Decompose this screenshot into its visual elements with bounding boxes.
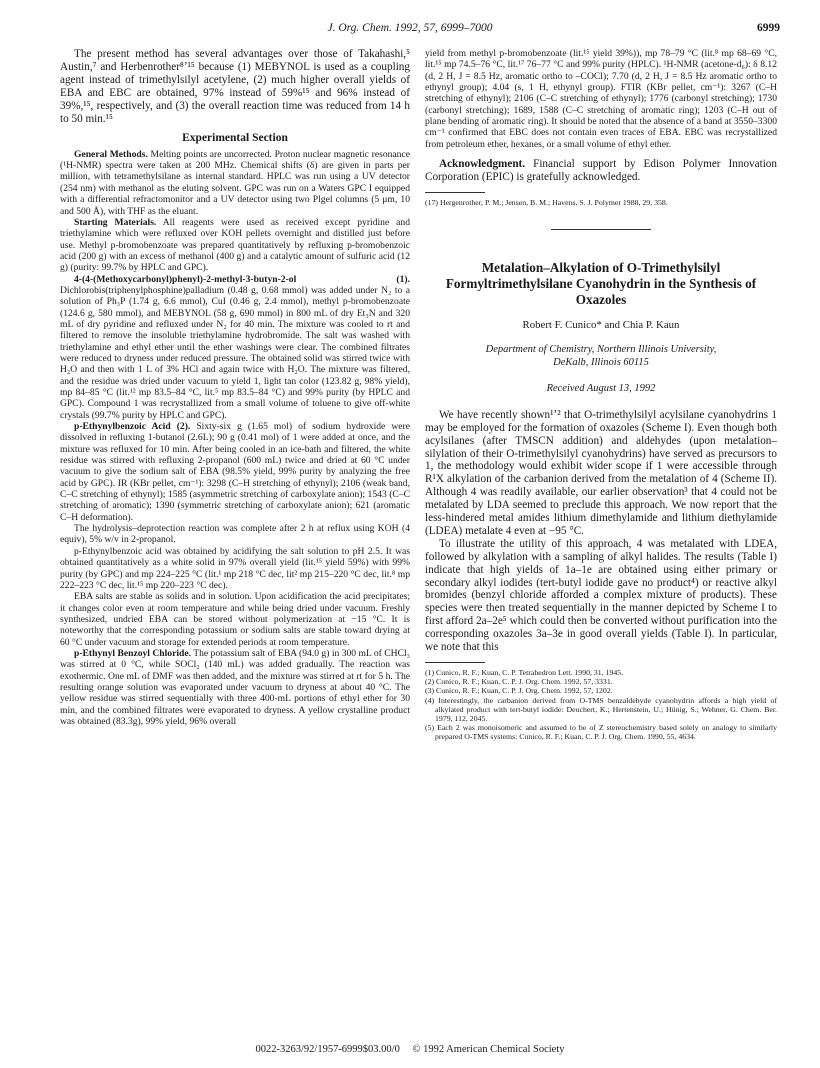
paragraph-text: Melting points are uncorrected. Proton nuclear magnetic resonance (¹H-NMR) spectra were taken at 200 MHz. Chemical shifts (δ) are given in parts per million, with tetramethylsilane as internal standard. HPLC was run using a UV detector (254 nm) with methanol as the eluting solvent. GPC was run on a Waters GPC I equipped with a differential refractomonitor and a UV detector using two Plgel columns (5 μm, 10 and 500 Å), with THF as the eluant. [60,148,410,217]
page-footer [0,1044,820,1055]
footnote: (2) Cunico, R. F.; Kuan, C. P. J. Org. Chem. 1992, 57, 3331. [425,677,613,687]
copyright: © 1992 American Chemical Society [412,1044,565,1055]
page-number: 6999 [757,22,780,34]
footnote-rule [425,662,485,663]
hydrolysis-paragraph: The hydrolysis–deprotection reaction was complete after 2 h at reflux using KOH (4 equiv), 5% w/v in 2-propanol. [60,523,410,546]
running-head [0,22,820,38]
starting-materials-paragraph [60,217,410,274]
footnote-17: (17) Hergenrother, P. M.; Jensen, B. M.; Havens, S. J. Polymer 1988, 29, 358. [425,197,668,207]
article-divider [551,229,651,230]
run-in-head: General Methods. [74,148,148,160]
left-column [60,48,410,727]
general-methods-paragraph [60,149,410,217]
section-heading: Experimental Section [182,132,288,145]
received-date: Received August 13, 1992 [546,383,656,395]
article-title: Metalation–Alkylation of O-Trimethylsilyl Formyltrimethylsilane Cyanohydrin in the Synthesis of Oxazoles [445,260,757,308]
compound-1-paragraph [60,274,410,421]
article-body-paragraph: We have recently shown¹ʼ² that O-trimethylsilyl acylsilane cyanohydrins 1 may be employed for the formation of oxazoles (Scheme I). Even though both acylsilanes (after TMSCN addition) and aldehydes (upon metalation–silylation of their O-trimethylsilyl cyanohydrins) have served as precursors to 1, the methodology would exhibit wider scope if 1 were accessible through R¹X alkylation of the carbanion derived from the metalation of 4 (Scheme II). Although 4 was readily available, our earlier observation³ that 4 could not be metalated by LDA seemed to preclude this approach. We now report that the less-hindered metal amides lithium dimethylamide and lithium diethylamide (LDEA) metalate 4 even at −95 °C. [425,408,777,537]
paragraph-text: Dichlorobis(triphenylphosphine)palladium (0.48 g, 0.68 mmol) was added under N₂ to a solution of Ph₃P (1.74 g, 6.6 mmol), CuI (0.46 g, 2.4 mmol), methyl p-bromobenzoate (124.6 g, 580 mmol), and MEBYNOL (58 g, 690 mmol) in 800 mL of dry Et₃N and 320 mL of dry pyridine and refluxed under N₂ for 40 min. The mixture was cooled to rt and filtered to remove the insoluble triethylamine hydrobromide. The salt was washed with triethylamine and ethyl ether until the ether washings were clear. The combined filtrates were reduced to dryness under reduced pressure. The obtained solid was stirred twice with H₂O and then with 1 L of 3% HCl and again twice with H₂O. The mixture was filtered, and the residue was dried under vacuum to yield 1, light tan color (123.82 g, 98% yield), mp 84–85 °C (lit.¹² mp 83.5–84 °C, lit.⁵ mp 83.5–84 °C) and 99% purity (by HPLC and GPC). Compound 1 was recrystallized from a small volume of toluene to give off-white crystals (99.7% purity by HPLC and GPC). [60,284,410,421]
paragraph-text: Financial support by Edison Polymer Innovation Corporation (EPIC) is gratefully acknowledged. [425,158,777,183]
affiliation [425,343,777,369]
article-body-paragraph: To illustrate the utility of this approach, 4 was metalated with LDEA, followed by alkylation with a sampling of alkyl halides. The results (Table I) indicate that high yields of 1a–1e are obtained using either primary or secondary alkyl iodides (tert-butyl iodide gave no product⁴) or reactive alkyl bromides (benzyl chloride afforded a complex mixture of products). These species were then treated sequentially in the manner depicted by Scheme I to first afford 2a–2e⁵ which could then be converted without purification into the corresponding oxazoles 3a–3e in good overall yields (Table I). In particular, we note that this [425,537,777,654]
paragraph-text: Sixty-six g (1.65 mol) of sodium hydroxide were dissolved in refluxing 1-butanol (2.6L); 90 g (0.41 mol) of 1 were added at once, and the mixture was refluxed for 10 min. After being cooled in an ice-bath and filtered, the white residue was stirred with refluxing 2-propanol (600 mL) twice and dried at 60 °C under vacuum to give the sodium salt of EBA (98.5% yield, 99% purity by analyzing the free acid by GPC). IR (KBr pellet, cm⁻¹): 3298 (C–H stretching of ethynyl); 2106 (weak band, C–C stretching of ethynyl); 1585 (asymmetric stretching of carboxylate anion); 1543 (C–C stretching of aromatic); 1390 (symmetric stretching of carboxylate anion); 621 (aromatic C–H deformation). [60,421,410,523]
intro-paragraph: The present method has several advantages over those of Takahashi,⁵ Austin,⁷ and Herbenrother⁸ʼ¹⁵ because (1) MEBYNOL is used as a coupling agent instead of trimethylsilyl acetylene, (2) much higher overall yields of EBA and EBC are obtained, 97% instead of 59%¹⁵ and 96% instead of 39%,¹⁵, respectively, and (3) the overall reaction time was reduced from 14 h to 50 min.¹⁵ [60,48,410,125]
run-in-head: Starting Materials. [74,216,157,228]
affiliation-line: Department of Chemistry, Northern Illinois University, [485,344,717,356]
benzoyl-chloride-paragraph [60,648,410,727]
footnote: (5) Each 2 was monoisomeric and assumed to be of Z stereochemistry based solely on analogy to similarly prepared O-TMS systems: Cunico, R. F.; Kuan, C. P. J. Org. Chem. 1990, 55, 4634. [425,723,777,742]
eba-salts-paragraph: EBA salts are stable as solids and in solution. Upon acidification the acid precipitates; it changes color even at room temperature and while being dried under vacuum. Freshly synthesized, undried EBA can be stored without polymerization at −15 °C. It is noteworthy that the corresponding potassium or sodium salts are stable toward drying at 60 °C under vacuum and storage for extended periods at room temperature. [60,591,410,648]
run-in-head: 4-(4-(Methoxycarbonyl)phenyl)-2-methyl-3-butyn-2-ol (1). [74,273,410,285]
paragraph-text: The potassium salt of EBA (94.0 g) in 300 mL of CHCl₃ was stirred at 0 °C, while SOCl₂ (140 mL) was added gradually. The reaction was exothermic. One mL of DMF was then added, and the mixture was stirred at rt for 5 h. The resulting orange solution was evaporated under vacuum to dryness at about 40 °C. The yellow residue was stirred sequentially with three 400-mL portions of ethyl ether for 30 min, and the combined filtrates were evaporated to dryness. A yellow crystalline product was obtained (83.3g), 99% yield, 96% overall [60,647,410,727]
paragraph-text: All reagents were used as received except pyridine and triethylamine which were refluxed over KOH pellets overnight and distilled just before use. Methyl p-bromobenzoate was prepared quantitatively by refluxing p-bromobenzoic acid (200 g) with an excess of methanol (400 g) and a catalytic amount of sulfuric acid (12 g) (purity: 99.7% by HPLC and GPC). [60,216,410,274]
continuation-paragraph: yield from methyl p-bromobenzoate (lit.¹⁵ yield 39%)), mp 78–79 °C (lit.⁸ mp 68–69 °C, lit.¹⁵ mp 74.5–76 °C, lit.¹⁷ 76–77 °C and 99% purity (HPLC). ¹H-NMR (acetone-d₆): δ 8.12 (d, 2 H, J = 8.5 Hz, aromatic ortho to –COCl); 7.70 (d, 2 H, J = 8.5 Hz aromatic ortho to ethynyl group); 4.04 (s, 1 H, ethynyl group). FTIR (KBr pellet, cm⁻¹): 3267 (C–H stretching of ethynyl); 2106 (C–C stretching of ethynyl); 1776 (carbonyl stretching); 1730 (carbonyl stretching); 1689, 1588 (C–C stretching of aromatic ring); 1203 (C–H out of plane bending of aromatic ring). It should be noted that the absence of a band at 3550–3300 cm⁻¹ confirmed that EBC does not contain even traces of EBA. EBC was recrystallized from petroleum ether, hexanes, or a small volume of ethyl ether. [425,48,777,150]
run-in-head: p-Ethynylbenzoic Acid (2). [74,421,191,433]
footnote: (4) Interestingly, the carbanion derived from O-TMS benzaldehyde cyanohydrin affords a high yield of alkylated product with tert-butyl iodide: Deuchert, K.; Hertenstein, U.; Hünig, S.; Wehner, G. Chem. Ber. 1979, 112, 2045. [425,695,777,724]
compound-2-paragraph [60,421,410,523]
authors: Robert F. Cunico* and Chia P. Kaun [522,319,680,332]
article-code: 0022-3263/92/1957-6999$03.00/0 [255,1044,400,1055]
run-in-head: Acknowledgment. [439,158,526,171]
footnote-rule [425,192,485,193]
acid-paragraph: p-Ethynylbenzoic acid was obtained by acidifying the salt solution to pH 2.5. It was obtained quantitatively as a white solid in 97% overall yield (lit.¹⁵ yield 59%) with 99% purity (by GPC) and mp 224–225 °C (lit.¹ mp 218 °C dec, lit² mp 215–220 °C dec, lit.⁸ mp 222–223 °C dec, lit.¹⁵ mp 220–223 °C dec). [60,545,410,591]
affiliation-line: DeKalb, Illinois 60115 [553,357,649,369]
footnote: (3) Cunico, R. F.; Kuan, C. P. J. Org. Chem. 1992, 57, 1202. [425,686,613,696]
footnote: (1) Cunico, R. F.; Kuan, C. P. Tetrahedron Lett. 1990, 31, 1945. [425,668,624,678]
run-in-head: p-Ethynyl Benzoyl Chloride. [74,647,192,659]
right-column [425,48,777,742]
journal-citation: J. Org. Chem. 1992, 57, 6999–7000 [327,22,493,34]
acknowledgment-paragraph [425,158,777,184]
